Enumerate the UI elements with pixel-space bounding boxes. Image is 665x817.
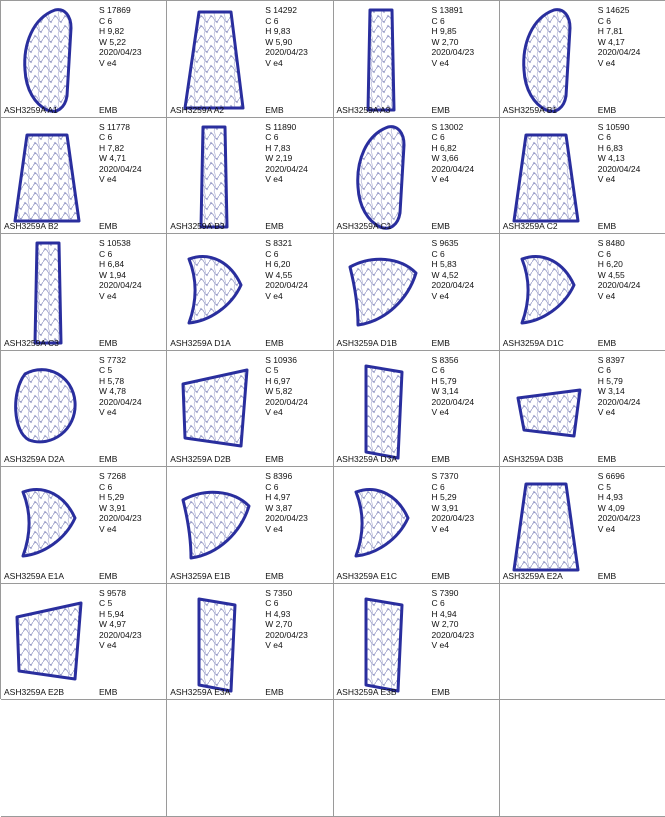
height-value: H 9,82 <box>99 26 125 37</box>
width-value: W 3,66 <box>431 153 459 164</box>
format-label: EMB <box>431 104 450 115</box>
pattern-shape <box>3 354 95 466</box>
pattern-info <box>263 118 332 234</box>
width-value: W 4,55 <box>265 269 293 280</box>
pattern-name: ASH3259A D3A <box>336 454 397 464</box>
color-count: C 6 <box>431 481 445 492</box>
color-count: C 6 <box>99 248 113 259</box>
color-count: C 6 <box>431 15 445 26</box>
pattern-cell[interactable] <box>167 351 333 468</box>
shape-preview <box>167 351 263 468</box>
shape-preview <box>500 467 596 584</box>
pattern-cell[interactable] <box>167 584 333 701</box>
pattern-cell[interactable] <box>500 118 665 235</box>
pattern-info <box>263 467 332 583</box>
pattern-shape <box>336 4 428 116</box>
stitch-count: S 7350 <box>265 587 293 598</box>
pattern-shape <box>169 354 261 466</box>
format-label: EMB <box>265 337 284 348</box>
height-value: H 5,94 <box>99 608 125 619</box>
date-value: 2020/04/24 <box>431 280 475 291</box>
stitch-count: S 13891 <box>431 5 464 15</box>
version-value: V e4 <box>431 174 449 185</box>
date-value: 2020/04/24 <box>597 396 641 407</box>
stitch-count: S 17869 <box>99 5 131 15</box>
pattern-name: ASH3259A B3 <box>170 221 225 231</box>
shape-preview <box>1 467 97 584</box>
color-count: C 6 <box>265 132 279 143</box>
height-value: H 6,82 <box>431 142 457 153</box>
pattern-shape <box>336 237 428 349</box>
date-value: 2020/04/24 <box>99 396 142 407</box>
date-value: 2020/04/23 <box>99 629 142 640</box>
pattern-cell[interactable] <box>1 467 167 584</box>
pattern-name: ASH3259A B1 <box>502 104 558 115</box>
pattern-name: ASH3259A D2A <box>4 454 65 464</box>
width-value: W 4,52 <box>431 269 459 280</box>
stitch-count: S 8480 <box>597 238 625 248</box>
color-count: C 6 <box>597 132 611 143</box>
version-value: V e4 <box>99 174 117 185</box>
pattern-info <box>97 351 166 467</box>
version-value: V e4 <box>265 57 283 68</box>
version-value: V e4 <box>597 57 616 68</box>
width-value: W 3,14 <box>431 386 459 397</box>
shape-preview <box>1 351 97 468</box>
format-label: EMB <box>99 337 118 348</box>
shape-preview <box>500 1 596 118</box>
width-value: W 4,55 <box>597 269 625 280</box>
format-label: EMB <box>265 104 284 115</box>
pattern-shape <box>336 470 428 582</box>
shape-preview <box>167 467 263 584</box>
stitch-count: S 6696 <box>597 471 625 481</box>
pattern-cell-empty <box>500 700 665 817</box>
pattern-cell[interactable] <box>500 1 665 118</box>
pattern-info <box>596 234 665 350</box>
version-value: V e4 <box>99 407 117 418</box>
pattern-cell[interactable] <box>167 467 333 584</box>
format-label: EMB <box>597 104 617 115</box>
format-label: EMB <box>265 687 284 697</box>
version-value: V e4 <box>99 57 117 68</box>
width-value: W 3,91 <box>431 502 459 513</box>
pattern-info <box>97 118 166 234</box>
color-count: C 6 <box>99 15 113 26</box>
height-value: H 4,93 <box>597 492 623 503</box>
shape-preview <box>334 1 430 118</box>
pattern-name: ASH3259A A1 <box>4 104 58 115</box>
color-count: C 6 <box>597 365 611 376</box>
format-label: EMB <box>99 454 118 464</box>
width-value: W 3,87 <box>265 502 293 513</box>
pattern-cell[interactable] <box>1 351 167 468</box>
color-count: C 6 <box>265 15 279 26</box>
version-value: V e4 <box>431 640 449 651</box>
version-value: V e4 <box>265 174 283 185</box>
pattern-info <box>263 351 332 467</box>
pattern-info <box>430 118 499 234</box>
pattern-shape <box>502 121 594 233</box>
color-count: C 6 <box>265 598 279 609</box>
version-value: V e4 <box>431 407 449 418</box>
pattern-shape <box>169 121 261 233</box>
pattern-cell[interactable] <box>1 118 167 235</box>
color-count: C 6 <box>265 248 279 259</box>
version-value: V e4 <box>99 523 117 534</box>
pattern-name: ASH3259A A2 <box>170 104 225 115</box>
date-value: 2020/04/24 <box>597 280 641 291</box>
format-label: EMB <box>265 221 284 231</box>
pattern-cell[interactable] <box>334 234 500 351</box>
date-value: 2020/04/23 <box>431 513 475 524</box>
stitch-count: S 10538 <box>99 238 131 248</box>
height-value: H 4,97 <box>265 492 291 503</box>
shape-preview <box>500 234 596 351</box>
shape-preview <box>167 118 263 235</box>
format-label: EMB <box>99 570 118 581</box>
height-value: H 5,79 <box>431 375 457 386</box>
pattern-name: ASH3259A E1B <box>170 570 231 581</box>
date-value: 2020/04/23 <box>265 629 308 640</box>
pattern-name: ASH3259A E2B <box>4 687 65 697</box>
pattern-info <box>97 467 166 583</box>
width-value: W 5,90 <box>265 36 293 47</box>
pattern-cell-empty <box>1 700 167 817</box>
pattern-name: ASH3259A D3B <box>502 454 564 464</box>
date-value: 2020/04/24 <box>597 47 641 58</box>
format-label: EMB <box>99 221 118 231</box>
stitch-count: S 7268 <box>99 471 126 481</box>
date-value: 2020/04/24 <box>265 396 308 407</box>
height-value: H 5,79 <box>597 375 623 386</box>
date-value: 2020/04/24 <box>431 163 475 174</box>
date-value: 2020/04/23 <box>265 47 308 58</box>
shape-preview <box>334 584 430 701</box>
version-value: V e4 <box>265 523 283 534</box>
pattern-shape <box>169 587 261 699</box>
shape-preview <box>1 1 97 118</box>
pattern-shape <box>336 121 428 233</box>
pattern-info <box>596 118 665 234</box>
pattern-shape <box>336 587 428 699</box>
pattern-name: ASH3259A C1 <box>336 221 392 231</box>
date-value: 2020/04/24 <box>265 163 308 174</box>
format-label: EMB <box>431 687 450 697</box>
stitch-count: S 11890 <box>265 121 297 132</box>
date-value: 2020/04/24 <box>597 163 641 174</box>
version-value: V e4 <box>265 640 283 651</box>
color-count: C 6 <box>99 132 113 143</box>
color-count: C 6 <box>597 15 611 26</box>
height-value: H 6,97 <box>265 375 291 386</box>
shape-preview <box>1 234 97 351</box>
stitch-count: S 14292 <box>265 5 297 15</box>
shape-preview <box>167 1 263 118</box>
version-value: V e4 <box>431 290 449 301</box>
height-value: H 4,94 <box>431 608 457 619</box>
color-count: C 6 <box>431 598 445 609</box>
pattern-cell[interactable] <box>334 467 500 584</box>
format-label: EMB <box>265 570 284 581</box>
pattern-cell[interactable] <box>1 234 167 351</box>
format-label: EMB <box>265 454 284 464</box>
pattern-name: ASH3259A D1B <box>336 337 397 348</box>
color-count: C 6 <box>431 248 445 259</box>
height-value: H 6,84 <box>99 259 125 270</box>
version-value: V e4 <box>597 407 616 418</box>
height-value: H 5,29 <box>431 492 457 503</box>
width-value: W 1,94 <box>99 269 126 280</box>
width-value: W 4,09 <box>597 502 625 513</box>
stitch-count: S 7390 <box>431 587 459 598</box>
pattern-cell[interactable] <box>167 1 333 118</box>
version-value: V e4 <box>597 523 616 534</box>
date-value: 2020/04/24 <box>99 280 142 291</box>
pattern-shape <box>3 587 95 699</box>
pattern-cell[interactable] <box>500 351 665 468</box>
shape-preview <box>167 584 263 701</box>
shape-preview <box>1 118 97 235</box>
pattern-info <box>596 351 665 467</box>
pattern-name: ASH3259A A3 <box>336 104 391 115</box>
stitch-count: S 8356 <box>431 354 459 365</box>
shape-preview <box>1 584 97 701</box>
version-value: V e4 <box>431 57 449 68</box>
stitch-count: S 7732 <box>99 354 126 365</box>
color-count: C 5 <box>597 481 611 492</box>
shape-preview <box>334 467 430 584</box>
pattern-info <box>263 1 332 117</box>
stitch-count: S 13002 <box>431 121 464 132</box>
pattern-name: ASH3259A E3B <box>336 687 397 697</box>
width-value: W 2,70 <box>431 36 459 47</box>
pattern-cell[interactable] <box>334 118 500 235</box>
format-label: EMB <box>597 221 617 231</box>
date-value: 2020/04/24 <box>431 396 475 407</box>
pattern-shape <box>502 237 594 349</box>
height-value: H 6,83 <box>597 142 623 153</box>
pattern-cell-empty <box>500 584 665 701</box>
pattern-name: ASH3259A E1A <box>4 570 65 581</box>
version-value: V e4 <box>99 290 117 301</box>
format-label: EMB <box>431 337 450 348</box>
width-value: W 4,17 <box>597 36 625 47</box>
date-value: 2020/04/23 <box>99 47 142 58</box>
pattern-info <box>430 467 499 583</box>
width-value: W 5,82 <box>265 386 293 397</box>
pattern-shape <box>169 470 261 582</box>
color-count: C 6 <box>431 365 445 376</box>
stitch-count: S 8396 <box>265 471 293 481</box>
format-label: EMB <box>597 570 617 581</box>
pattern-name: ASH3259A E1C <box>336 570 397 581</box>
shape-preview <box>334 351 430 468</box>
color-count: C 6 <box>431 132 445 143</box>
width-value: W 3,91 <box>99 502 126 513</box>
width-value: W 2,70 <box>431 619 459 630</box>
pattern-shape <box>169 237 261 349</box>
format-label: EMB <box>99 104 118 115</box>
stitch-count: S 9578 <box>99 587 126 598</box>
format-label: EMB <box>597 454 617 464</box>
pattern-info <box>97 234 166 350</box>
pattern-cell[interactable] <box>500 234 665 351</box>
color-count: C 5 <box>265 365 279 376</box>
color-count: C 5 <box>99 365 113 376</box>
height-value: H 6,20 <box>597 259 623 270</box>
pattern-shape <box>3 470 95 582</box>
shape-preview <box>334 118 430 235</box>
pattern-name: ASH3259A D1A <box>170 337 231 348</box>
color-count: C 6 <box>99 481 113 492</box>
width-value: W 4,71 <box>99 153 126 164</box>
stitch-count: S 8397 <box>597 354 625 365</box>
stitch-count: S 11778 <box>99 121 131 132</box>
pattern-cell[interactable] <box>167 234 333 351</box>
date-value: 2020/04/23 <box>99 513 142 524</box>
width-value: W 4,78 <box>99 386 126 397</box>
width-value: W 3,14 <box>597 386 625 397</box>
format-label: EMB <box>99 687 118 697</box>
pattern-shape <box>3 237 95 349</box>
version-value: V e4 <box>265 407 283 418</box>
shape-preview <box>334 234 430 351</box>
pattern-name: ASH3259A E2A <box>502 570 563 581</box>
pattern-shape <box>169 4 261 116</box>
width-value: W 2,19 <box>265 153 293 164</box>
pattern-name: ASH3259A D2B <box>170 454 231 464</box>
height-value: H 9,85 <box>431 26 457 37</box>
shape-preview <box>500 351 596 468</box>
stitch-count: S 14625 <box>597 5 630 15</box>
height-value: H 7,82 <box>99 142 125 153</box>
version-value: V e4 <box>597 174 616 185</box>
shape-preview <box>500 118 596 235</box>
date-value: 2020/04/24 <box>99 163 142 174</box>
color-count: C 5 <box>99 598 113 609</box>
height-value: H 4,93 <box>265 608 291 619</box>
pattern-info <box>97 584 166 700</box>
pattern-cell[interactable] <box>1 584 167 701</box>
pattern-shape <box>3 121 95 233</box>
pattern-cell[interactable] <box>167 118 333 235</box>
width-value: W 5,22 <box>99 36 126 47</box>
pattern-info <box>263 584 332 700</box>
color-count: C 6 <box>265 481 279 492</box>
pattern-info <box>596 1 665 117</box>
pattern-info <box>430 1 499 117</box>
pattern-shape <box>336 354 428 466</box>
height-value: H 7,83 <box>265 142 291 153</box>
width-value: W 4,97 <box>99 619 126 630</box>
version-value: V e4 <box>597 290 616 301</box>
pattern-shape <box>3 4 95 116</box>
stitch-count: S 10590 <box>597 121 630 132</box>
pattern-name: ASH3259A C3 <box>4 337 59 348</box>
pattern-cell[interactable] <box>500 467 665 584</box>
pattern-cell[interactable] <box>334 1 500 118</box>
date-value: 2020/04/23 <box>597 513 641 524</box>
pattern-name: ASH3259A D1C <box>502 337 564 348</box>
pattern-info <box>430 234 499 350</box>
pattern-info <box>263 234 332 350</box>
stitch-count: S 8321 <box>265 238 293 248</box>
pattern-info <box>430 351 499 467</box>
date-value: 2020/04/23 <box>265 513 308 524</box>
stitch-count: S 10936 <box>265 354 297 365</box>
format-label: EMB <box>431 570 450 581</box>
width-value: W 4,13 <box>597 153 625 164</box>
shape-preview <box>167 234 263 351</box>
height-value: H 6,20 <box>265 259 291 270</box>
date-value: 2020/04/24 <box>265 280 308 291</box>
pattern-name: ASH3259A B2 <box>4 221 59 231</box>
format-label: EMB <box>597 337 617 348</box>
height-value: H 5,29 <box>99 492 125 503</box>
pattern-cell-empty <box>334 700 500 817</box>
pattern-cell[interactable] <box>334 584 500 701</box>
pattern-info <box>97 1 166 117</box>
format-label: EMB <box>431 221 450 231</box>
pattern-cell[interactable] <box>1 1 167 118</box>
pattern-info <box>430 584 499 700</box>
width-value: W 2,70 <box>265 619 293 630</box>
stitch-count: S 9635 <box>431 238 459 248</box>
pattern-info <box>596 467 665 583</box>
date-value: 2020/04/23 <box>431 47 475 58</box>
height-value: H 5,78 <box>99 375 125 386</box>
format-label: EMB <box>431 454 450 464</box>
pattern-cell-empty <box>167 700 333 817</box>
version-value: V e4 <box>265 290 283 301</box>
pattern-shape <box>502 4 594 116</box>
pattern-name: ASH3259A E3A <box>170 687 231 697</box>
pattern-cell[interactable] <box>334 351 500 468</box>
pattern-name: ASH3259A C2 <box>502 221 558 231</box>
height-value: H 7,81 <box>597 26 623 37</box>
version-value: V e4 <box>99 640 117 651</box>
stitch-count: S 7370 <box>431 471 459 481</box>
height-value: H 9,83 <box>265 26 291 37</box>
height-value: H 5,83 <box>431 259 457 270</box>
date-value: 2020/04/23 <box>431 629 475 640</box>
version-value: V e4 <box>431 523 449 534</box>
pattern-shape <box>502 470 594 582</box>
pattern-shape <box>502 354 594 466</box>
color-count: C 6 <box>597 248 611 259</box>
